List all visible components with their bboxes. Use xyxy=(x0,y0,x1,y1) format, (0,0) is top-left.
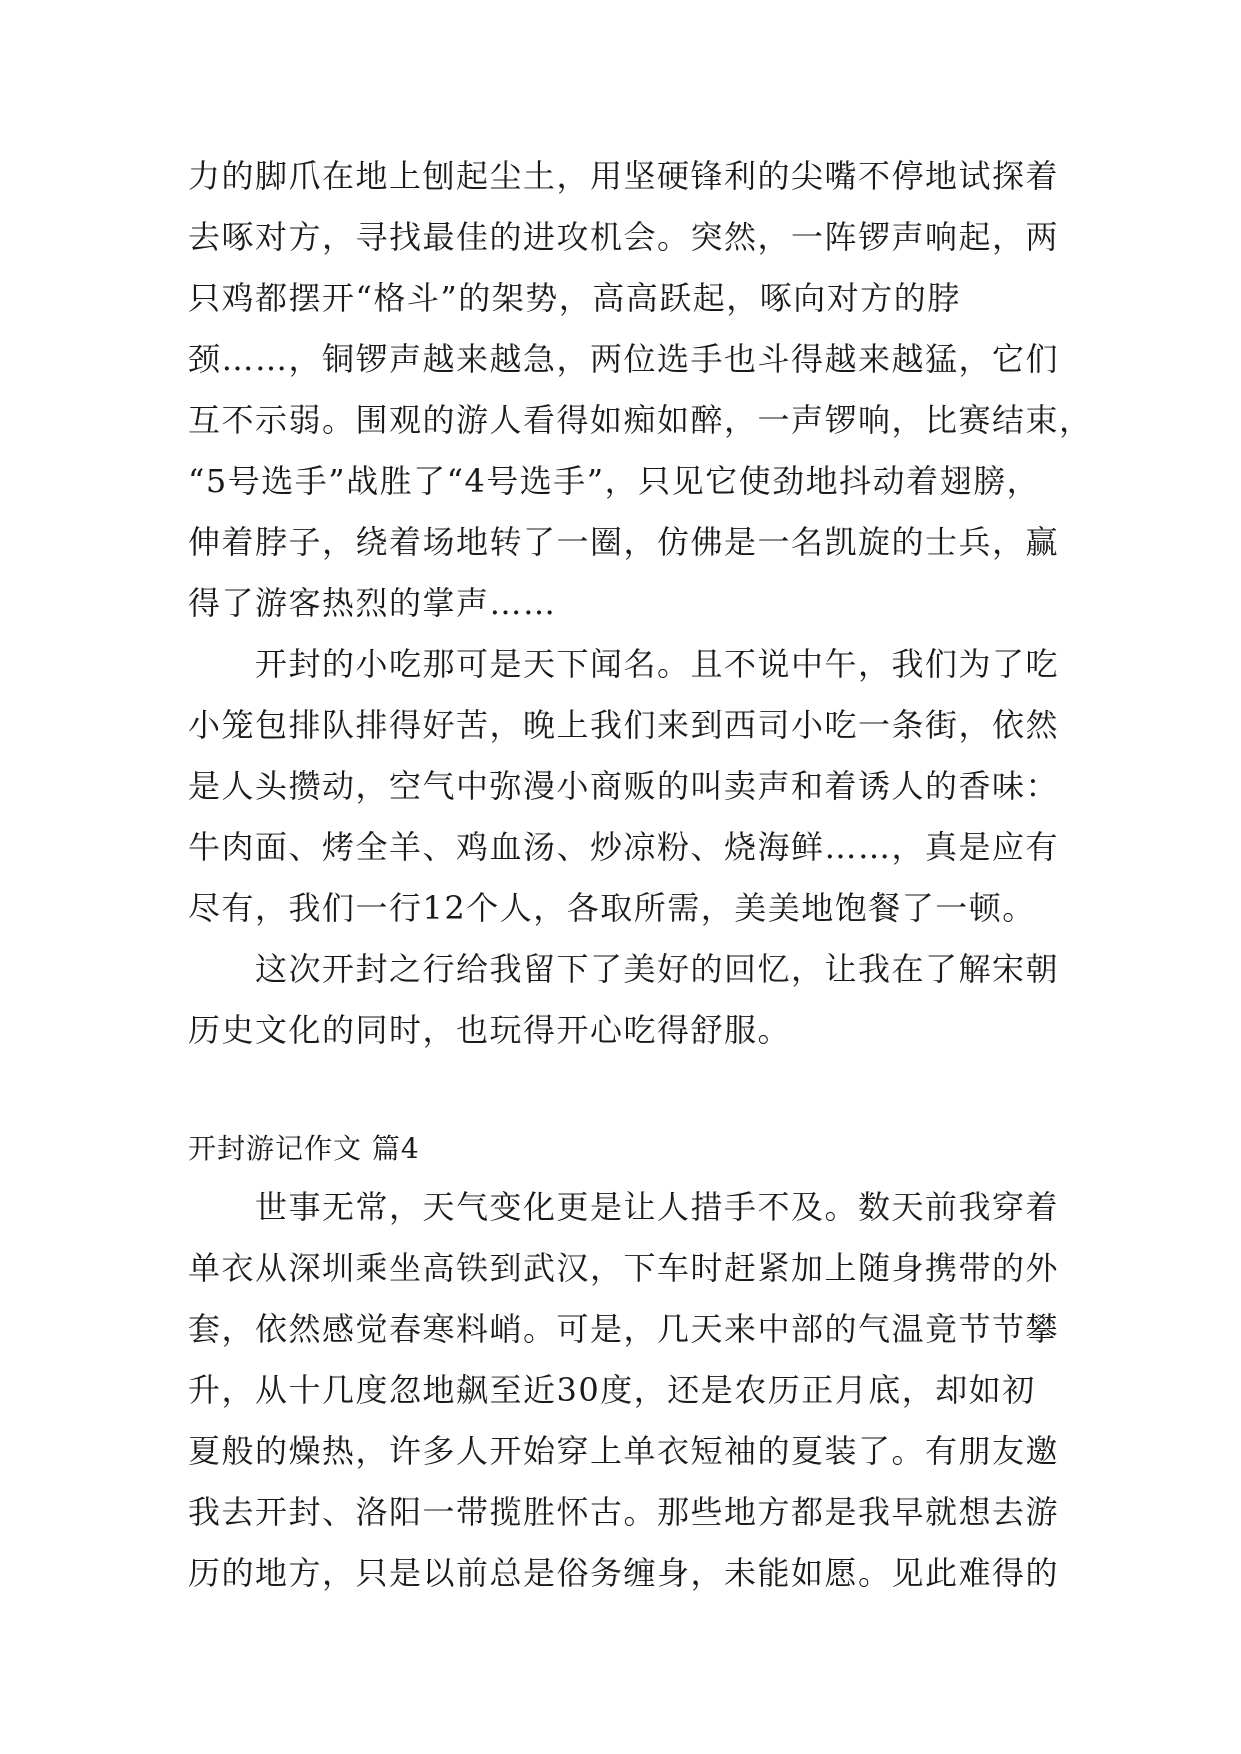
text-line: 牛肉面、烤全羊、鸡血汤、炒凉粉、烧海鲜……，真是应有 xyxy=(188,828,1060,866)
text-line: 世事无常，天气变化更是让人措手不及。数天前我穿着 xyxy=(188,1188,1060,1226)
text-line: 我去开封、洛阳一带揽胜怀古。那些地方都是我早就想去游 xyxy=(188,1493,1060,1531)
text-line: 小笼包排队排得好苦，晚上我们来到西司小吃一条街，依然 xyxy=(188,706,1060,744)
text-line: 套，依然感觉春寒料峭。可是，几天来中部的气温竟节节攀 xyxy=(188,1310,1060,1348)
document-body xyxy=(188,157,1093,1618)
text-line: 颈……，铜锣声越来越急，两位选手也斗得越来越猛，它们 xyxy=(188,340,1060,378)
section-heading: 开封游记作文 篇4 xyxy=(188,1132,420,1165)
text-line: 去啄对方，寻找最佳的进攻机会。突然，一阵锣声响起，两 xyxy=(188,218,1060,256)
text-line: 互不示弱。围观的游人看得如痴如醉，一声锣响，比赛结束， xyxy=(188,401,1093,439)
text-line: “5号选手”战胜了“4号选手”，只见它使劲地抖动着翅膀， xyxy=(188,462,1041,500)
text-line: 只鸡都摆开“格斗”的架势，高高跃起，啄向对方的脖 xyxy=(188,279,961,317)
text-line: 是人头攒动，空气中弥漫小商贩的叫卖声和着诱人的香味： xyxy=(188,767,1060,805)
section-spacer xyxy=(188,1075,1058,1133)
text-line: 得了游客热烈的掌声…… xyxy=(188,584,557,622)
text-line: 升，从十几度忽地飙至近30度，还是农历正月底，却如初 xyxy=(188,1371,1036,1409)
text-line: 夏般的燥热，许多人开始穿上单衣短袖的夏装了。有朋友邀 xyxy=(188,1432,1060,1470)
text-line: 尽有，我们一行12个人，各取所需，美美地饱餐了一顿。 xyxy=(188,889,1036,927)
text-line: 伸着脖子，绕着场地转了一圈，仿佛是一名凯旋的士兵，赢 xyxy=(188,523,1060,561)
text-line: 开封的小吃那可是天下闻名。且不说中午，我们为了吃 xyxy=(188,645,1060,683)
text-line: 历的地方，只是以前总是俗务缠身，未能如愿。见此难得的 xyxy=(188,1554,1060,1592)
text-line: 这次开封之行给我留下了美好的回忆，让我在了解宋朝 xyxy=(188,950,1060,988)
text-line: 力的脚爪在地上刨起尘土，用坚硬锋利的尖嘴不停地试探着 xyxy=(188,157,1060,195)
text-line: 历史文化的同时，也玩得开心吃得舒服。 xyxy=(188,1011,792,1049)
text-line: 单衣从深圳乘坐高铁到武汉，下车时赶紧加上随身携带的外 xyxy=(188,1249,1060,1287)
